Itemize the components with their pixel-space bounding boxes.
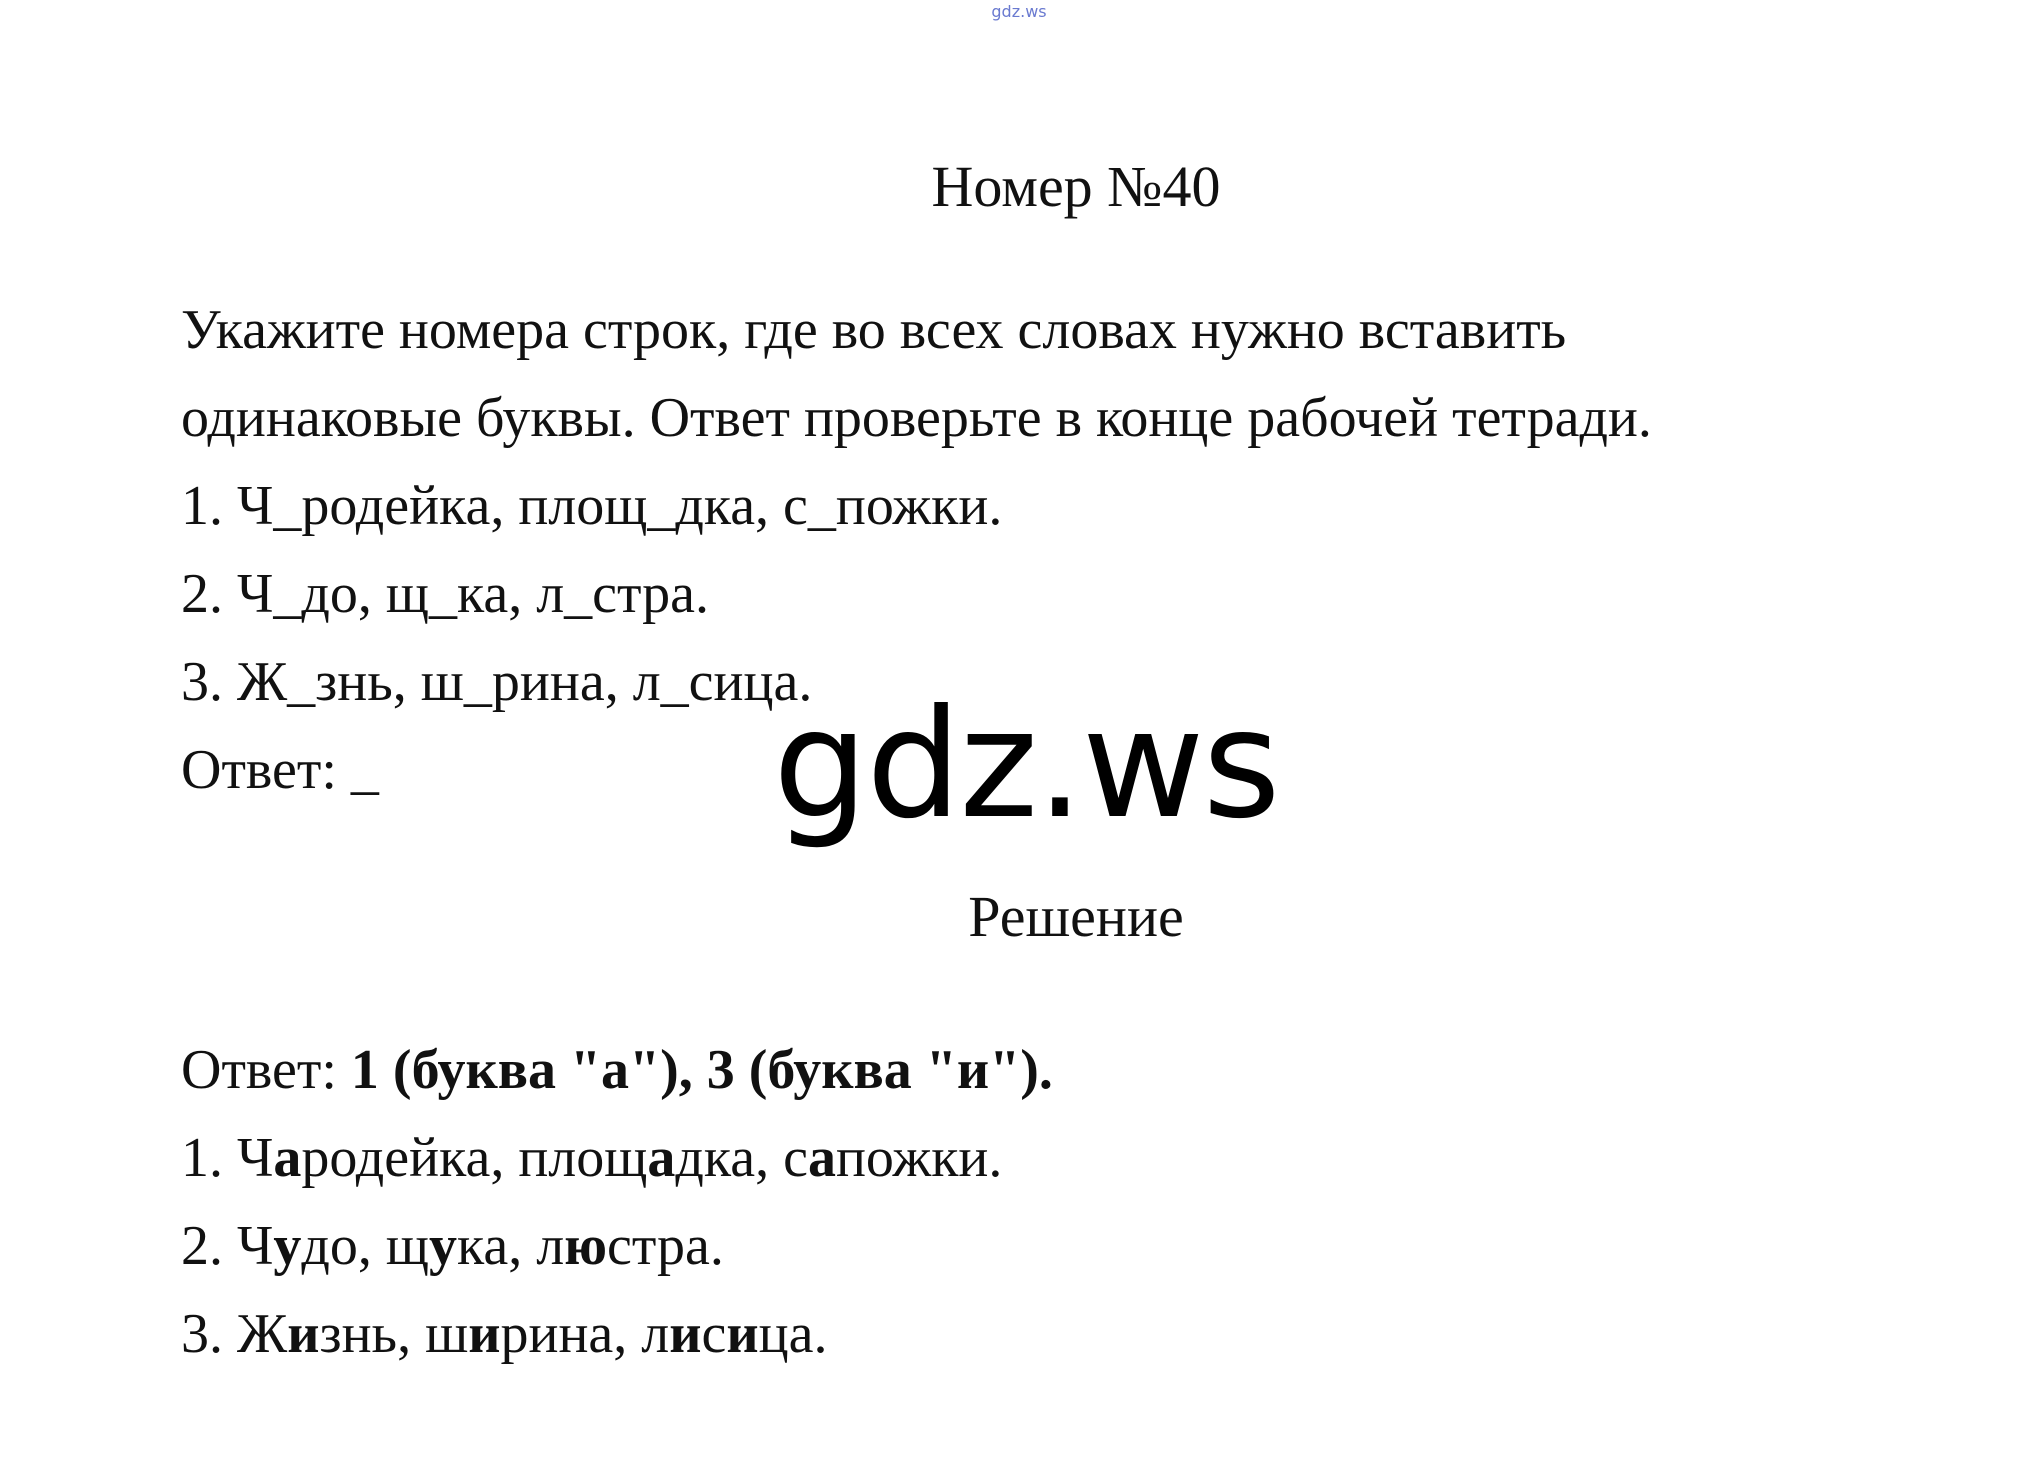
word-part: л bbox=[536, 1215, 565, 1277]
watermark-top: gdz.ws bbox=[991, 2, 1047, 21]
inserted-letter: и bbox=[287, 1303, 320, 1365]
word-part: знь, bbox=[319, 1303, 426, 1365]
inserted-letter: у bbox=[429, 1215, 458, 1277]
solution-line-1 bbox=[181, 1127, 1003, 1189]
word-part: площ bbox=[518, 1127, 648, 1189]
word-part: стра. bbox=[607, 1215, 724, 1277]
watermark-center: gdz.ws bbox=[773, 678, 1279, 852]
word-part: родейка, bbox=[301, 1127, 519, 1189]
page-title: Номер №40 bbox=[931, 154, 1221, 219]
task-item-3: 3. Ж_знь, ш_рина, л_сица. bbox=[181, 651, 813, 713]
solution-heading: Решение bbox=[968, 884, 1184, 949]
inserted-letter: и bbox=[669, 1303, 702, 1365]
inserted-letter: а bbox=[273, 1127, 302, 1189]
word-part: ца. bbox=[758, 1303, 828, 1365]
inserted-letter: и bbox=[726, 1303, 759, 1365]
word-part: Ч bbox=[237, 1215, 274, 1277]
line-number: 2. bbox=[181, 1215, 237, 1277]
solution-line-2 bbox=[181, 1215, 724, 1277]
word-part: Ч bbox=[237, 1127, 274, 1189]
solution-answer bbox=[181, 1039, 1053, 1101]
inserted-letter: а bbox=[647, 1127, 676, 1189]
answer-value: 1 (буква "а"), 3 (буква "и"). bbox=[350, 1039, 1053, 1101]
task-item-2: 2. Ч_до, щ_ка, л_стра. bbox=[181, 563, 710, 625]
inserted-letter: и bbox=[468, 1303, 501, 1365]
answer-label: Ответ: bbox=[181, 1039, 351, 1101]
word-part: рина, bbox=[500, 1303, 642, 1365]
inserted-letter: у bbox=[273, 1215, 302, 1277]
inserted-letter: ю bbox=[564, 1215, 607, 1277]
word-part: л bbox=[641, 1303, 670, 1365]
line-number: 3. bbox=[181, 1303, 237, 1365]
word-part: с bbox=[783, 1127, 808, 1189]
word-part: Ж bbox=[237, 1303, 288, 1365]
word-part: с bbox=[701, 1303, 727, 1365]
answer-blank: Ответ: _ bbox=[181, 739, 379, 801]
task-text-line-2: одинаковые буквы. Ответ проверьте в конце рабочей тетради. bbox=[181, 387, 1652, 449]
word-part: щ bbox=[385, 1215, 430, 1277]
word-part: пожки. bbox=[835, 1127, 1003, 1189]
word-part: до, bbox=[301, 1215, 386, 1277]
solution-line-3 bbox=[181, 1303, 828, 1365]
task-item-1: 1. Ч_родейка, площ_дка, с_пожки. bbox=[181, 475, 1003, 537]
word-part: дка, bbox=[675, 1127, 784, 1189]
line-number: 1. bbox=[181, 1127, 237, 1189]
task-text-line-1: Укажите номера строк, где во всех словах нужно вставить bbox=[181, 299, 1567, 361]
inserted-letter: а bbox=[807, 1127, 836, 1189]
word-part: ш bbox=[425, 1303, 469, 1365]
word-part: ка, bbox=[457, 1215, 537, 1277]
